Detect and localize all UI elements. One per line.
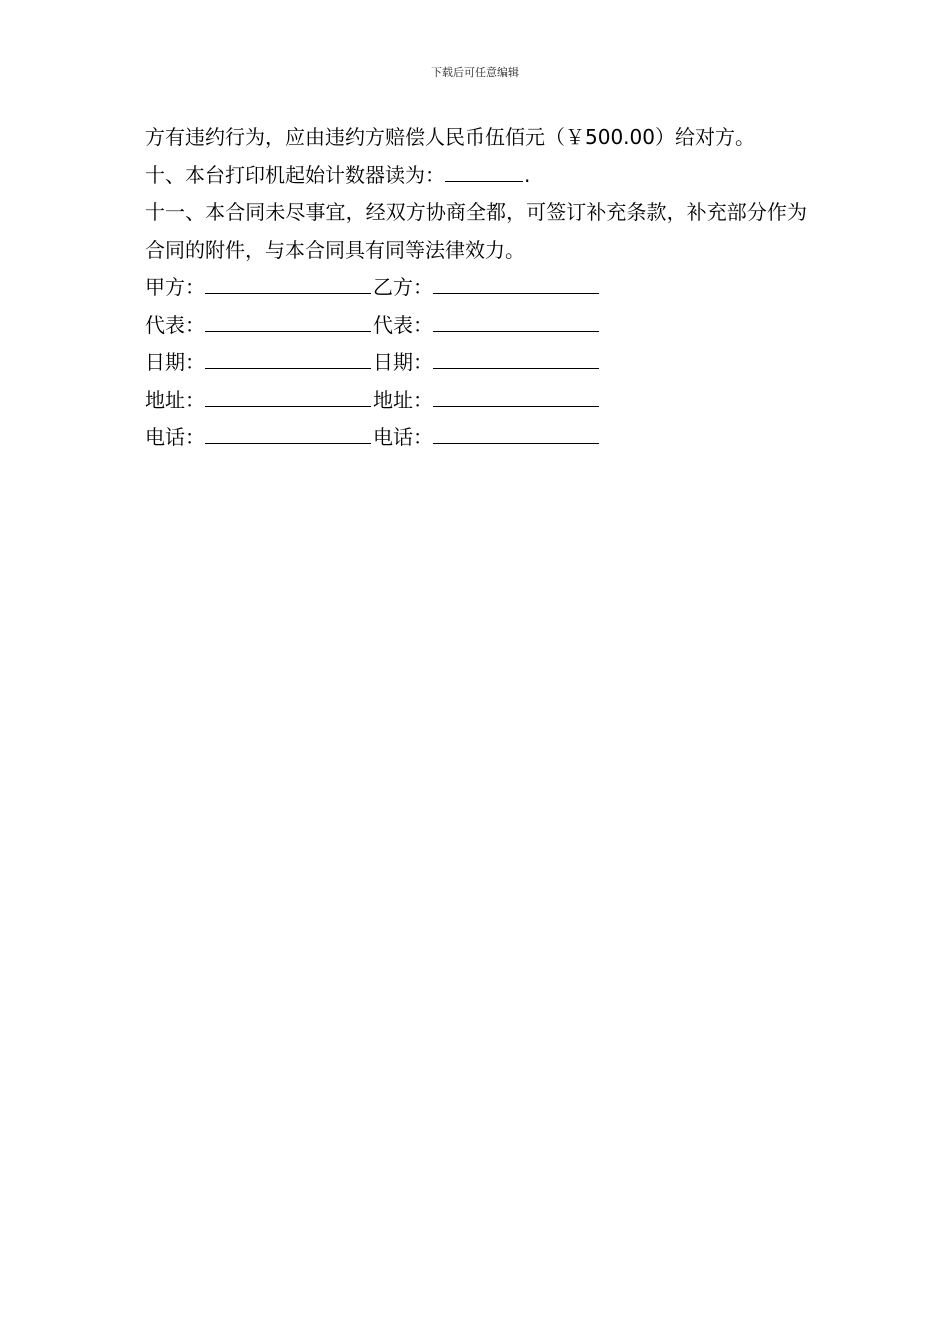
page-header: 下载后可任意编辑 (431, 66, 519, 79)
signature-left-label: 甲方： (145, 275, 205, 299)
clause-11: 十一、本合同未尽事宜，经双方协商全都，可签订补充条款，补充部分作为合同的附件，与本合同具有同等法律效力。 (145, 200, 807, 262)
clause-10-end: . (524, 162, 531, 187)
clause-10 (145, 157, 807, 195)
paragraph-continuation: 方有违约行为，应由违约方赔偿人民币伍佰元（￥500.00）给对方。 (145, 125, 755, 149)
signature-row-representative (145, 307, 807, 345)
counter-reading-blank (445, 181, 523, 182)
signature-right-blank (433, 293, 599, 294)
signature-left-label: 代表： (145, 312, 205, 337)
signature-row-party (145, 269, 807, 307)
signature-right-label: 日期： (373, 350, 433, 374)
signature-right-label: 地址： (373, 387, 433, 412)
contract-body (145, 119, 807, 457)
signature-left-label: 日期： (145, 350, 205, 374)
signature-left-blank (205, 368, 371, 369)
signature-right-blank (433, 331, 599, 332)
signature-row-phone (145, 419, 807, 457)
signature-right-blank (433, 443, 599, 444)
signature-row-address (145, 382, 807, 420)
signature-block (145, 269, 807, 457)
signature-left-blank (205, 406, 371, 407)
signature-left-blank (205, 443, 371, 444)
signature-left-label: 电话： (145, 425, 205, 449)
signature-left-label: 地址： (145, 387, 205, 412)
signature-right-label: 代表： (373, 312, 433, 337)
signature-right-blank (433, 406, 599, 407)
clause-10-text: 十、本台打印机起始计数器读为： (145, 162, 445, 187)
signature-right-blank (433, 368, 599, 369)
signature-right-label: 电话： (373, 425, 433, 449)
signature-row-date (145, 344, 807, 382)
signature-left-blank (205, 293, 371, 294)
signature-right-label: 乙方： (373, 275, 433, 299)
signature-left-blank (205, 331, 371, 332)
